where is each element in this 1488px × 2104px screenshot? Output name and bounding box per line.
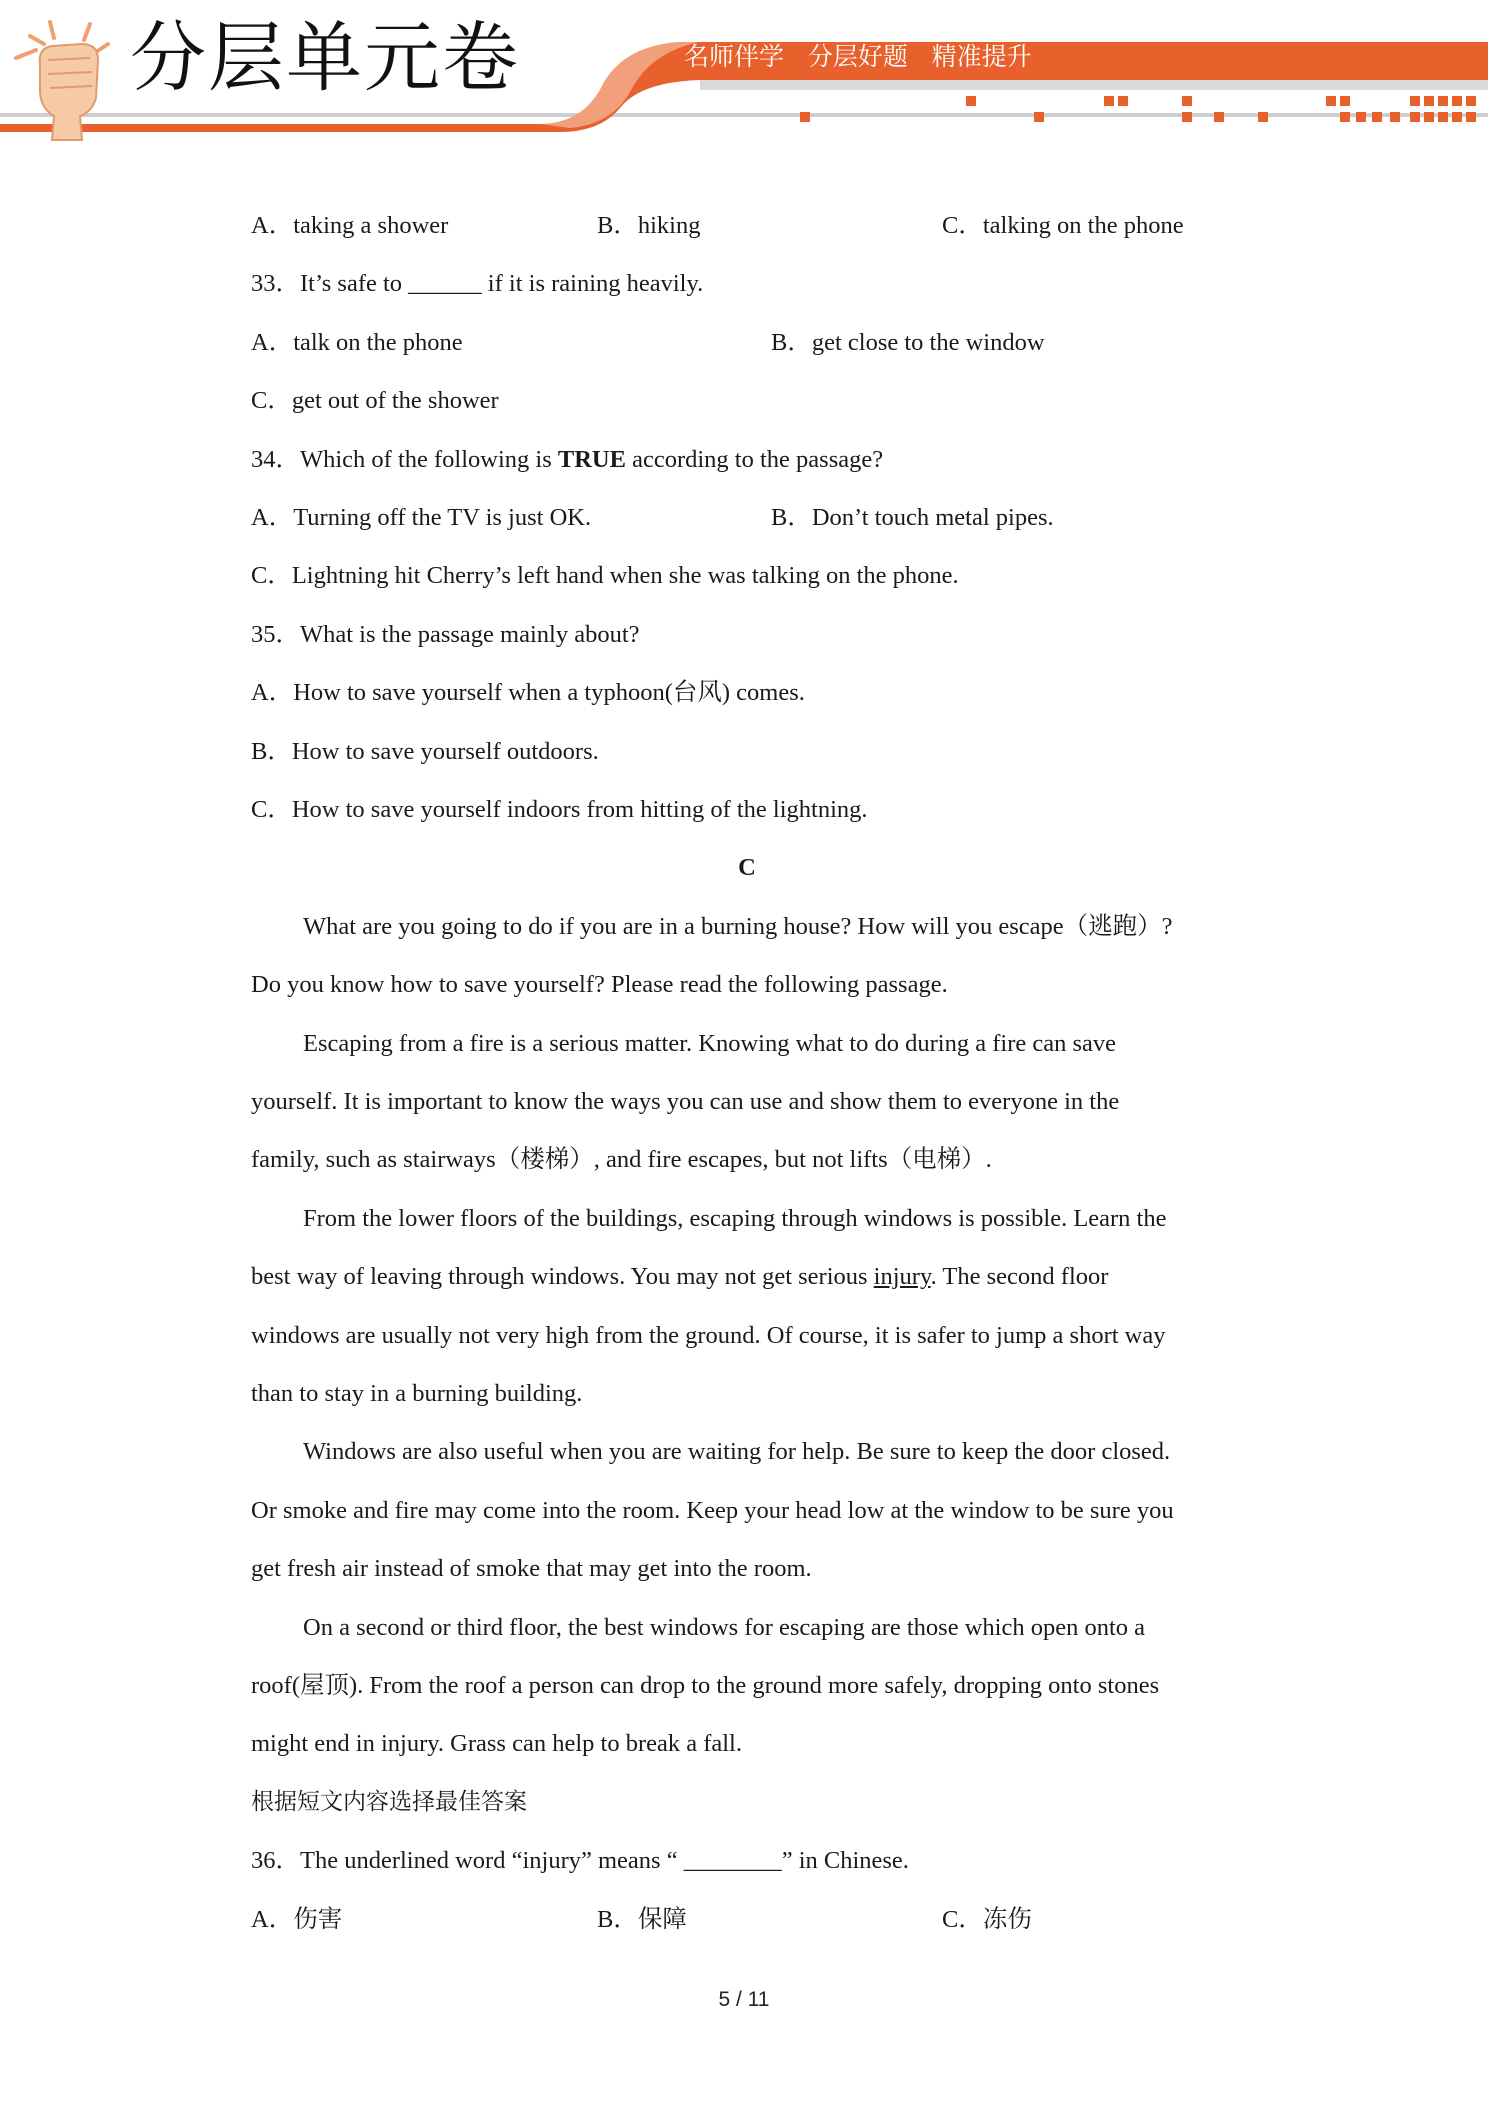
option-c: C．talking on the phone <box>942 212 1184 239</box>
brand-title: 分层单元卷 <box>130 13 520 102</box>
text-line: C．get out of the shower <box>251 387 499 415</box>
text-line: roof(屋顶). From the roof a person can drop to the ground more safely, dropping onto stones <box>251 1672 1160 1699</box>
section-heading: C <box>738 854 756 882</box>
passage-text: . The second floor <box>930 1263 1109 1291</box>
underlined-word-injury: injury <box>873 1263 931 1291</box>
text-line: windows are usually not very high from the ground. Of course, it is safer to jump a short way <box>251 1321 1166 1349</box>
text-line: get fresh air instead of smoke that may get into the room. <box>251 1555 812 1583</box>
raised-fist-icon <box>16 22 108 140</box>
option-b: B．保障 <box>597 1905 687 1933</box>
question-text: 34．Which of the following is <box>251 445 558 473</box>
text-line: B．How to save yourself outdoors. <box>251 737 599 765</box>
text-line: yourself. It is important to know the ways you can use and show them to everyone in the <box>251 1088 1120 1115</box>
header-slogan: 名师伴学 分层好题 精准提升 <box>684 42 1032 71</box>
paragraph-start: Windows are also useful when you are waiting for help. Be sure to keep the door closed. <box>303 1438 1171 1466</box>
text-line: Or smoke and fire may come into the room. Keep your head low at the window to be sure you <box>251 1496 1174 1524</box>
option-b: B．hiking <box>597 212 701 239</box>
paragraph-start: On a second or third floor, the best windows for escaping are those which open onto a <box>303 1613 1146 1641</box>
page-number: 5 / 11 <box>718 1988 770 2011</box>
option-b: B．Don’t touch metal pipes. <box>771 504 1054 531</box>
page-header <box>0 0 1488 150</box>
passage-line <box>251 1265 1108 1290</box>
text-line: might end in injury. Grass can help to break a fall. <box>251 1730 742 1758</box>
text-line: Do you know how to save yourself? Please read the following passage. <box>251 971 948 999</box>
option-a: A．Turning off the TV is just OK. <box>251 504 592 531</box>
emphasis-true: TRUE <box>557 445 626 473</box>
paragraph-start: From the lower floors of the buildings, escaping through windows is possible. Learn the <box>303 1204 1167 1232</box>
text-line: 36．The underlined word “injury” means “ ________” in Chinese. <box>251 1847 909 1875</box>
text-line: A．How to save yourself when a typhoon(台风) comes. <box>251 679 805 707</box>
option-a: A．talk on the phone <box>251 328 463 356</box>
paragraph-start: What are you going to do if you are in a burning house? How will you escape（逃跑）? <box>303 912 1173 940</box>
option-a: A．伤害 <box>251 1905 343 1933</box>
passage-text: best way of leaving through windows. You may not get serious <box>251 1263 874 1291</box>
text-line: 33．It’s safe to ______ if it is raining heavily. <box>251 270 704 298</box>
question-34 <box>251 445 884 473</box>
option-b: B．get close to the window <box>771 328 1045 356</box>
option-a: A．taking a shower <box>251 212 449 239</box>
instruction-text: 根据短文内容选择最佳答案 <box>251 1788 527 1815</box>
text-line: C．How to save yourself indoors from hitting of the lightning. <box>251 796 868 823</box>
text-line: 35．What is the passage mainly about? <box>251 620 640 648</box>
text-line: family, such as stairways（楼梯）, and fire escapes, but not lifts（电梯）. <box>251 1146 992 1174</box>
question-text: according to the passage? <box>625 445 884 473</box>
text-line: than to stay in a burning building. <box>251 1380 583 1407</box>
option-c: C．冻伤 <box>942 1905 1032 1933</box>
paragraph-start: Escaping from a fire is a serious matter. Knowing what to do during a fire can save <box>303 1029 1117 1057</box>
text-line: C．Lightning hit Cherry’s left hand when she was talking on the phone. <box>251 562 959 590</box>
